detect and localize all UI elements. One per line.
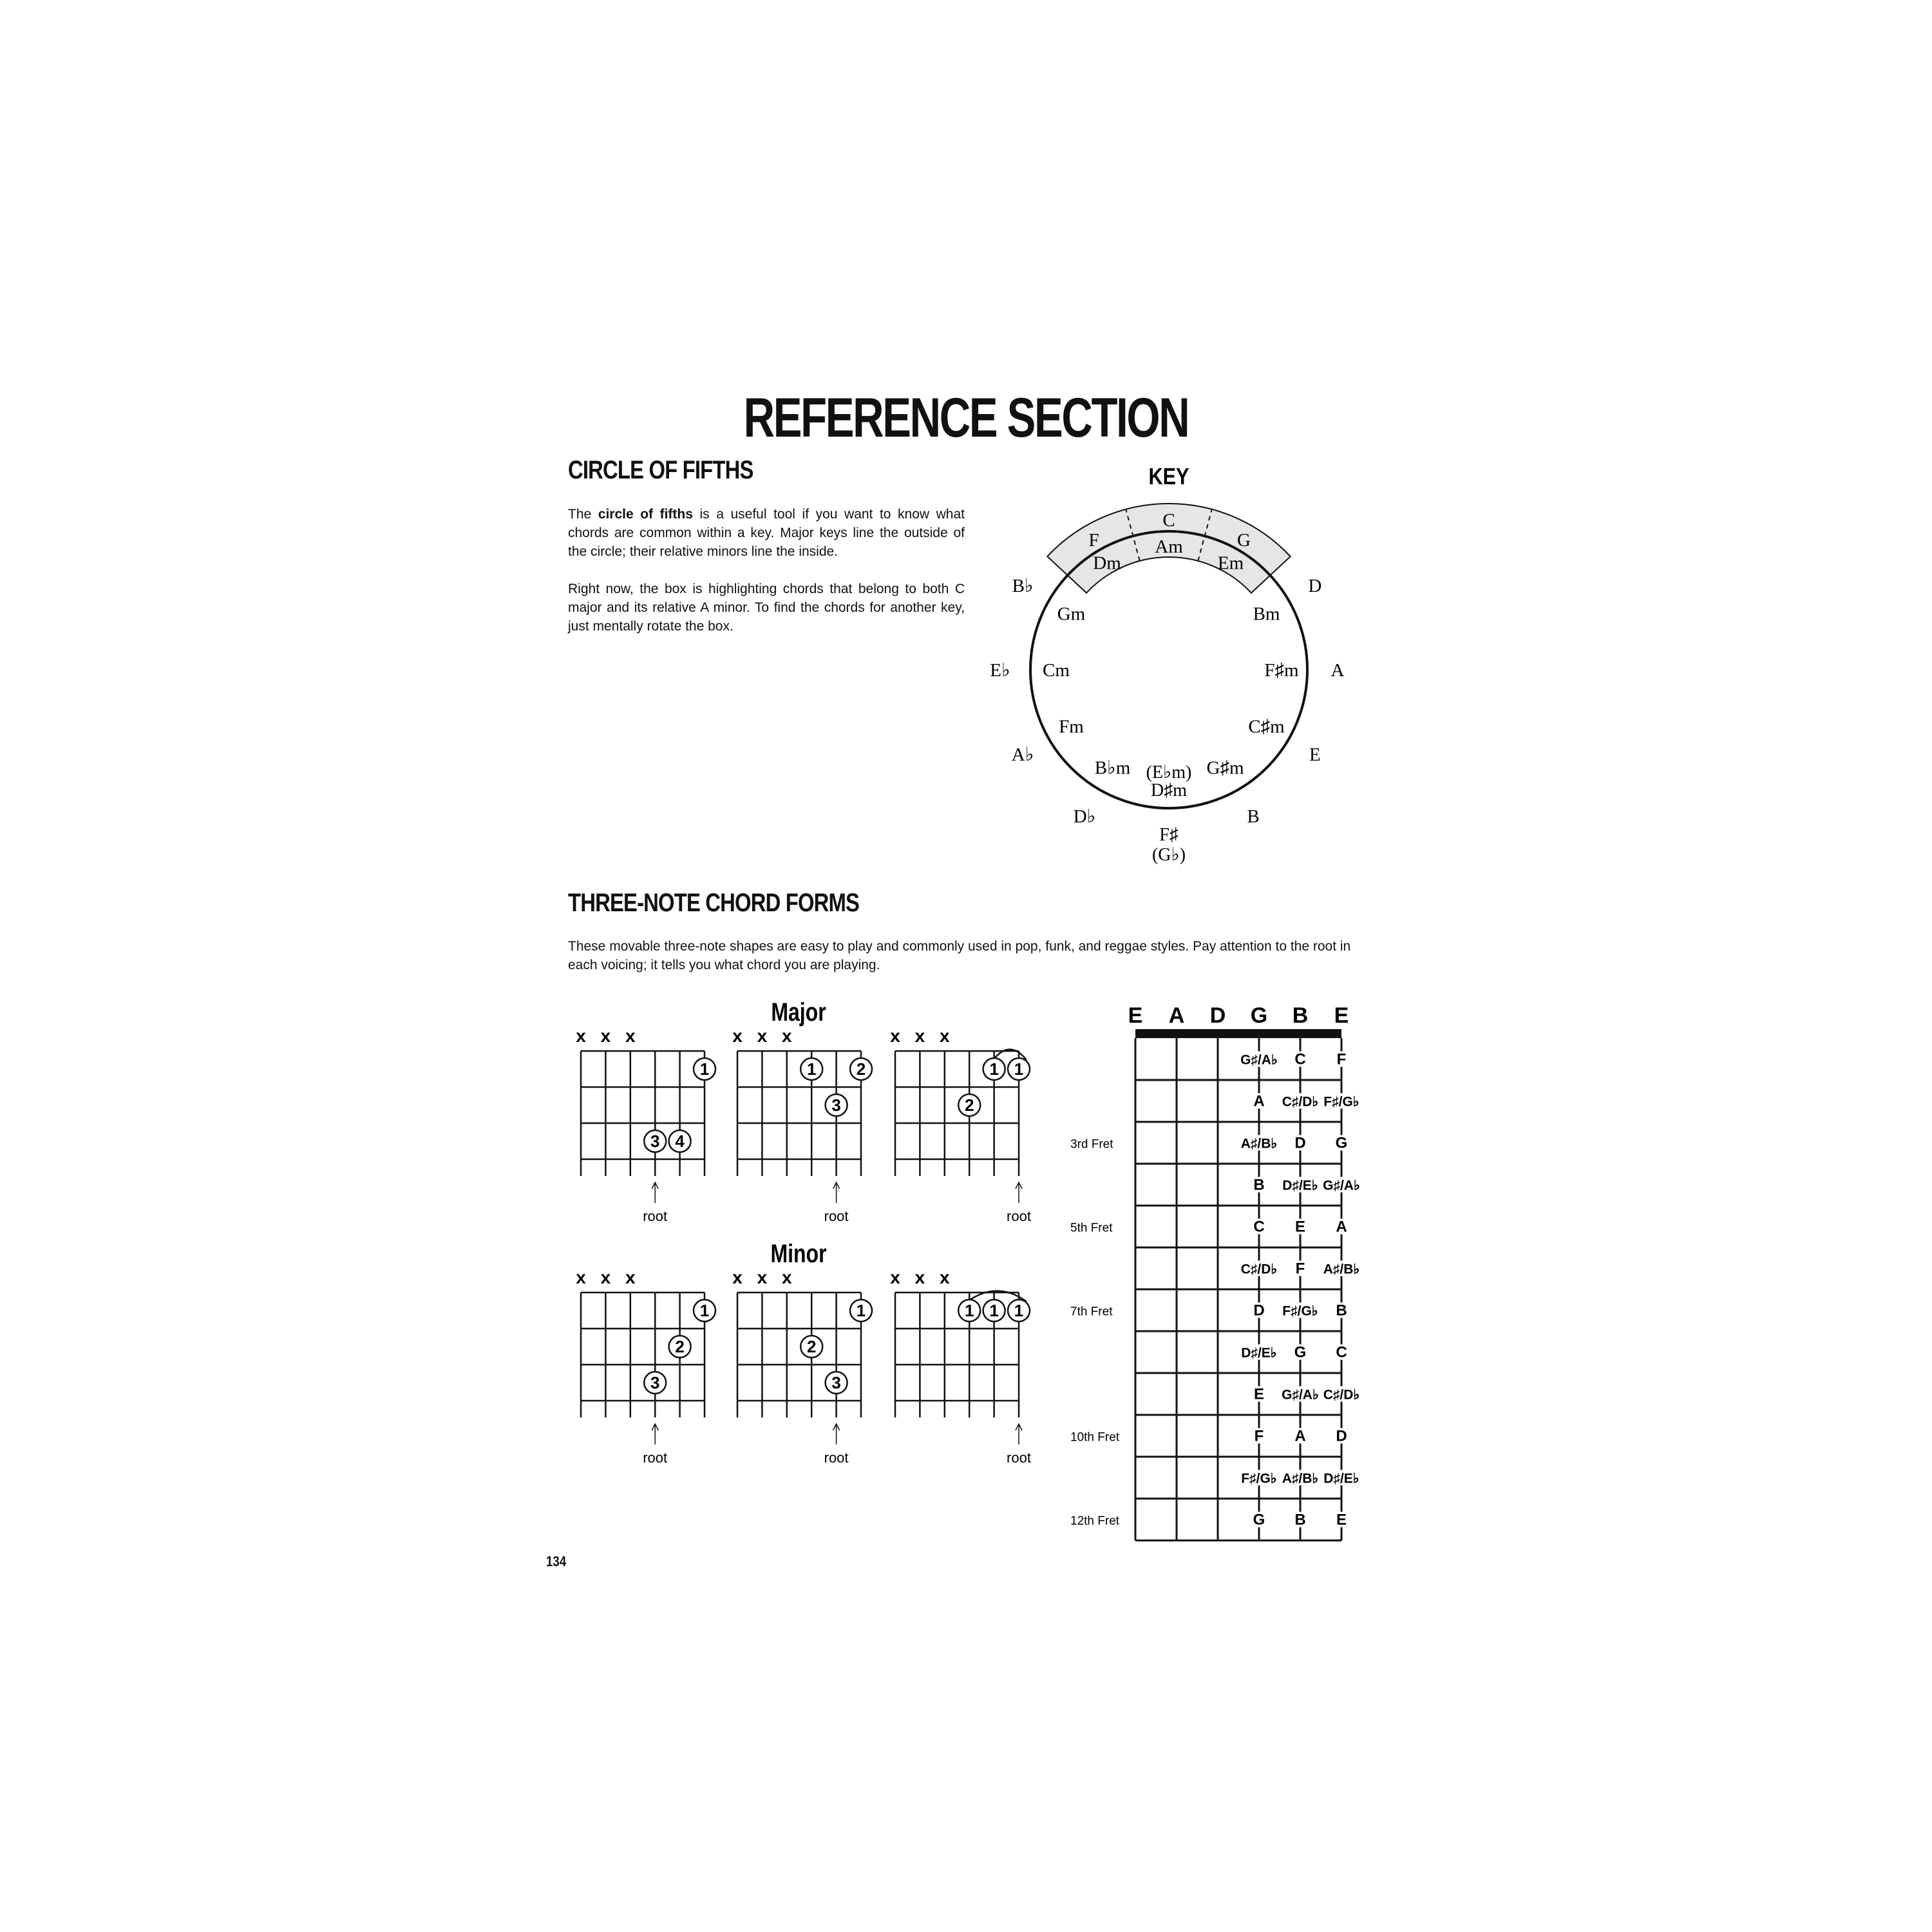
string-name: D [1209, 1003, 1226, 1028]
finger-number: 1 [699, 1059, 710, 1079]
key-label: KEY [1148, 464, 1189, 490]
minor-label: Minor [770, 1238, 827, 1268]
muted-string-mark: x [732, 1267, 743, 1287]
muted-string-mark: x [732, 1026, 743, 1046]
major-key-label: F [1088, 530, 1099, 551]
note-label: C [1253, 1218, 1265, 1236]
muted-string-mark: x [782, 1267, 792, 1287]
major-key-label: C [1162, 510, 1175, 531]
major-key-label: D [1308, 576, 1322, 596]
string-name: B [1292, 1003, 1309, 1028]
note-label: C♯/D♭ [1282, 1094, 1319, 1110]
note-label: B [1336, 1302, 1347, 1320]
note-label: A [1294, 1427, 1306, 1445]
note-label: D♯/E♭ [1241, 1345, 1277, 1361]
fret-number-label: 12th Fret [1070, 1514, 1120, 1528]
string-name: A [1168, 1003, 1185, 1028]
muted-string-mark: x [782, 1026, 792, 1046]
major-key-alt-label: (G♭) [1151, 845, 1186, 865]
note-label: E [1294, 1218, 1306, 1236]
note-label: G [1294, 1343, 1307, 1361]
string-name: E [1334, 1003, 1349, 1028]
muted-string-mark: x [890, 1267, 900, 1287]
note-label: D♯/E♭ [1323, 1471, 1359, 1486]
muted-string-mark: x [940, 1267, 950, 1287]
note-label: G♯/A♭ [1323, 1178, 1360, 1193]
major-key-label: G [1237, 530, 1251, 551]
circle-of-fifths-intro: The circle of fifths is a useful tool if you want to know what chords are common within a key. Major keys line the outside of the circle; their relative minors line the inside. [568, 507, 965, 559]
muted-string-mark: x [625, 1026, 636, 1046]
minor-key-label: Gm [1057, 603, 1086, 625]
page-number: 134 [546, 1553, 567, 1569]
major-key-label: D♭ [1073, 806, 1096, 827]
string-name: E [1128, 1003, 1143, 1028]
major-key-label: E♭ [990, 660, 1010, 681]
minor-key-label: B♭m [1094, 757, 1131, 779]
circle-of-fifths-term: circle of fifths [598, 507, 693, 522]
circle-of-fifths-heading: CIRCLE OF FIFTHS [568, 456, 753, 484]
muted-string-mark: x [757, 1026, 768, 1046]
note-label: D [1336, 1427, 1347, 1445]
note-label: G [1253, 1511, 1265, 1529]
major-key-label: B♭ [1012, 576, 1034, 596]
nut [1135, 1029, 1341, 1038]
note-label: F [1254, 1427, 1264, 1445]
root-label: root [643, 1208, 668, 1224]
minor-key-label: D♯m [1151, 781, 1187, 800]
finger-number: 1 [806, 1059, 817, 1079]
minor-key-label: Bm [1253, 603, 1280, 625]
finger-number: 1 [989, 1059, 999, 1079]
note-label: F [1336, 1050, 1347, 1068]
finger-number: 1 [1014, 1059, 1024, 1079]
root-label: root [824, 1208, 849, 1224]
major-label: Major [771, 997, 826, 1027]
muted-string-mark: x [914, 1267, 925, 1287]
note-label: B [1253, 1176, 1265, 1194]
finger-number: 3 [831, 1095, 841, 1115]
muted-string-mark: x [914, 1026, 925, 1046]
note-label: A♯/B♭ [1240, 1136, 1278, 1151]
major-key-label: B [1247, 806, 1260, 827]
minor-key-alt-label: (E♭m) [1146, 762, 1192, 782]
note-label: F [1295, 1260, 1305, 1278]
note-label: G♯/A♭ [1240, 1052, 1278, 1068]
minor-key-label: C♯m [1248, 716, 1285, 737]
note-label: C♯/D♭ [1323, 1387, 1360, 1403]
three-note-intro: These movable three-note shapes are easy to play and commonly used in pop, funk, and reggae styles. Pay attention to the root in each voicing; it tells you what chord you are playing. [568, 939, 1351, 972]
major-key-label: A [1331, 660, 1345, 681]
muted-string-mark: x [576, 1267, 586, 1287]
finger-number: 1 [989, 1301, 999, 1320]
note-label: B [1294, 1511, 1306, 1529]
note-label: E [1336, 1511, 1347, 1529]
fret-number-label: 3rd Fret [1070, 1137, 1113, 1151]
finger-number: 1 [699, 1301, 710, 1320]
note-label: G♯/A♭ [1282, 1387, 1319, 1403]
major-key-label: E [1309, 744, 1321, 765]
root-label: root [643, 1450, 668, 1466]
note-label: A [1253, 1092, 1265, 1110]
root-label: root [1007, 1450, 1031, 1466]
fret-number-label: 7th Fret [1070, 1305, 1113, 1319]
note-label: F♯/G♭ [1282, 1303, 1318, 1319]
finger-number: 2 [964, 1095, 974, 1115]
page-title: REFERENCE SECTION [743, 387, 1189, 449]
minor-key-label: Am [1155, 536, 1183, 557]
note-label: F♯/G♭ [1323, 1094, 1359, 1110]
note-label: F♯/G♭ [1241, 1471, 1277, 1486]
fret-number-label: 5th Fret [1070, 1221, 1113, 1235]
note-label: C♯/D♭ [1240, 1262, 1278, 1277]
minor-key-label: Fm [1059, 716, 1084, 737]
note-label: E [1253, 1385, 1265, 1403]
note-label: D [1253, 1302, 1265, 1320]
string-name: G [1250, 1003, 1268, 1028]
note-label: C [1294, 1050, 1306, 1068]
finger-number: 1 [856, 1301, 866, 1320]
note-label: A [1336, 1218, 1347, 1236]
finger-number: 2 [806, 1337, 817, 1356]
minor-key-label: Cm [1043, 660, 1070, 681]
finger-number: 3 [650, 1132, 660, 1151]
note-label: A♯/B♭ [1323, 1262, 1360, 1277]
three-note-heading: THREE-NOTE CHORD FORMS [568, 889, 860, 917]
muted-string-mark: x [940, 1026, 950, 1046]
muted-string-mark: x [600, 1026, 611, 1046]
muted-string-mark: x [625, 1267, 636, 1287]
muted-string-mark: x [890, 1026, 900, 1046]
finger-number: 3 [831, 1373, 841, 1392]
note-label: A♯/B♭ [1282, 1471, 1319, 1486]
minor-key-label: Em [1217, 553, 1244, 574]
note-label: C [1336, 1343, 1347, 1361]
finger-number: 2 [856, 1059, 866, 1079]
finger-number: 3 [650, 1373, 660, 1392]
minor-key-label: G♯m [1206, 757, 1244, 779]
finger-number: 1 [964, 1301, 974, 1320]
finger-number: 2 [675, 1337, 685, 1356]
root-label: root [824, 1450, 849, 1466]
note-label: G [1335, 1134, 1348, 1152]
note-label: D♯/E♭ [1282, 1178, 1318, 1193]
minor-key-label: Dm [1093, 553, 1121, 574]
finger-number: 4 [675, 1132, 685, 1151]
minor-key-label: F♯m [1264, 660, 1299, 681]
finger-number: 1 [1014, 1301, 1024, 1320]
circle-of-fifths-instructions: Right now, the box is highlighting chords that belong to both C major and its relative A minor. To find the chords for another key, just mentally rotate the box. [568, 582, 965, 634]
muted-string-mark: x [757, 1267, 768, 1287]
muted-string-mark: x [600, 1267, 611, 1287]
major-key-label: A♭ [1011, 744, 1034, 765]
root-label: root [1007, 1208, 1031, 1224]
fret-number-label: 10th Fret [1070, 1430, 1120, 1444]
muted-string-mark: x [576, 1026, 586, 1046]
note-label: D [1294, 1134, 1306, 1152]
major-key-label: F♯ [1159, 825, 1179, 845]
